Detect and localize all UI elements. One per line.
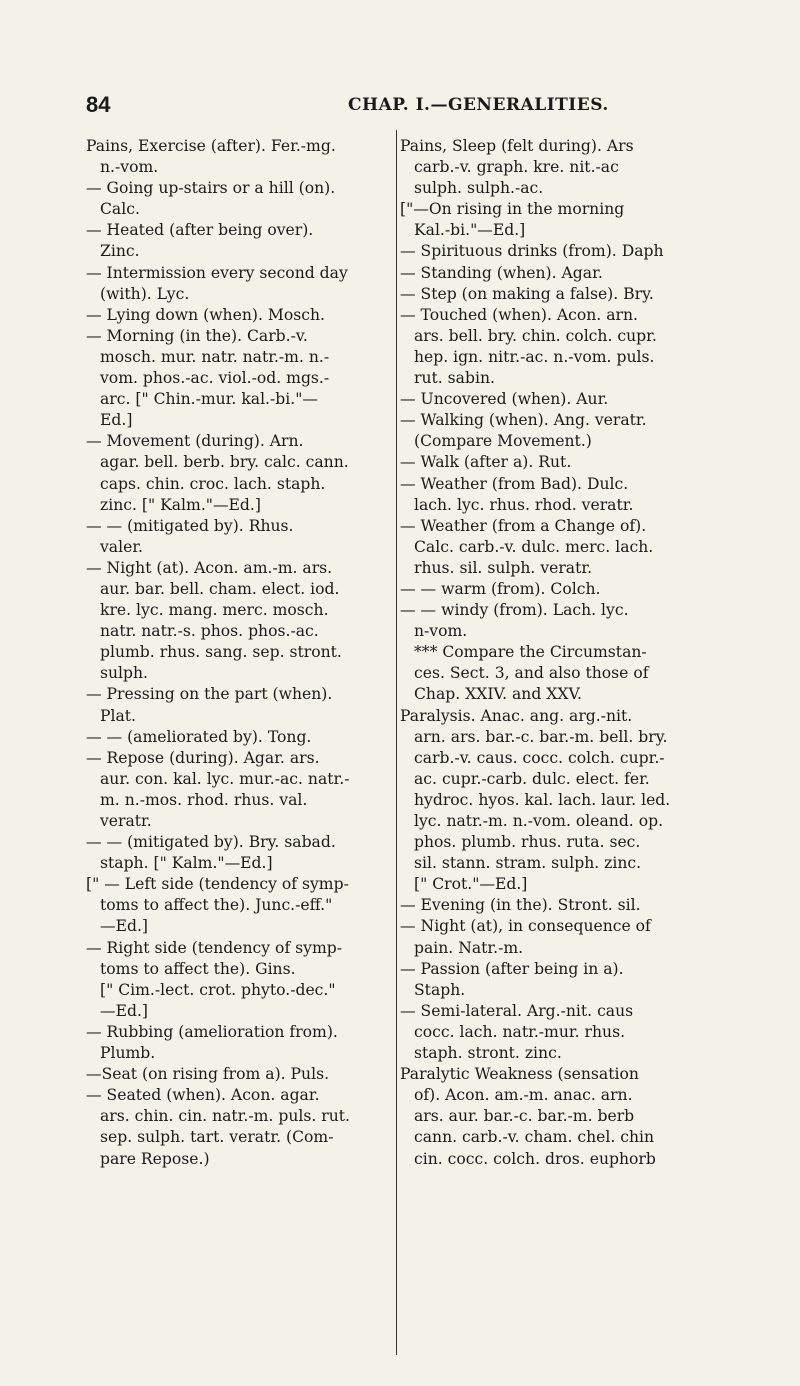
text-line: kre. lyc. mang. merc. mosch. <box>100 601 329 620</box>
text-line: rut. sabin. <box>414 369 495 388</box>
text-line: — Rubbing (amelioration from). <box>86 1022 338 1041</box>
left-column <box>86 136 384 1170</box>
text-line: — Semi-lateral. Arg.-nit. caus <box>400 1001 634 1020</box>
text-line: hydroc. hyos. kal. lach. laur. led. <box>414 790 671 809</box>
text-line: — Going up-stairs or a hill (on). <box>86 179 336 198</box>
text-line: — Walking (when). Ang. veratr. <box>400 411 647 430</box>
right-column <box>400 136 706 1170</box>
text-line: valer. <box>100 537 144 556</box>
text-line: lach. lyc. rhus. rhod. veratr. <box>414 495 634 514</box>
text-line: —Ed.] <box>100 917 148 936</box>
text-line: vom. phos.-ac. viol.-od. mgs.- <box>100 369 330 388</box>
text-line: [" Cim.-lect. crot. phyto.-dec." <box>100 980 336 999</box>
text-line: Paralysis. Anac. ang. arg.-nit. <box>400 706 633 725</box>
text-line: cann. carb.-v. cham. chel. chin <box>414 1128 655 1147</box>
text-line: — — (ameliorated by). Tong. <box>86 727 312 746</box>
text-line: — — windy (from). Lach. lyc. <box>400 601 629 620</box>
text-line: —Seat (on rising from a). Puls. <box>86 1065 330 1084</box>
text-line: Kal.-bi."—Ed.] <box>414 221 526 240</box>
text-line: — Night (at), in consequence of <box>400 917 651 936</box>
text-line: aur. bar. bell. cham. elect. iod. <box>100 579 340 598</box>
text-line: Chap. XXIV. and XXV. <box>414 685 582 704</box>
text-line: arc. [" Chin.-mur. kal.-bi."— <box>100 390 318 409</box>
text-line: pain. Natr.-m. <box>414 938 524 957</box>
text-line: Plumb. <box>100 1044 156 1063</box>
text-line: *** Compare the Circumstan- <box>414 643 647 662</box>
text-line: toms to affect the). Gins. <box>100 959 296 978</box>
text-line: ars. bell. bry. chin. colch. cupr. <box>414 326 657 345</box>
text-line: plumb. rhus. sang. sep. stront. <box>100 643 342 662</box>
text-line: (with). Lyc. <box>100 284 190 303</box>
text-line: — Seated (when). Acon. agar. <box>86 1086 320 1105</box>
text-line: — Pressing on the part (when). <box>86 685 333 704</box>
text-line: Pains, Exercise (after). Fer.-mg. <box>86 137 336 155</box>
text-line: m. n.-mos. rhod. rhus. val. <box>100 790 308 809</box>
text-line: staph. stront. zinc. <box>414 1044 562 1063</box>
text-line: sil. stann. stram. sulph. zinc. <box>414 854 642 873</box>
text-line: Staph. <box>414 980 466 999</box>
text-line: n.-vom. <box>100 158 159 177</box>
text-line: Pains, Sleep (felt during). Ars <box>400 137 634 155</box>
text-line: — Evening (in the). Stront. sil. <box>400 896 641 915</box>
text-line: — Repose (during). Agar. ars. <box>86 748 320 767</box>
text-line: — Standing (when). Agar. <box>400 263 603 282</box>
text-line: veratr. <box>100 812 152 830</box>
running-title: CHAP. I.—GENERALITIES. <box>348 95 609 115</box>
page-header <box>86 92 766 118</box>
text-line: caps. chin. croc. lach. staph. <box>100 474 326 493</box>
text-line: natr. natr.-s. phos. phos.-ac. <box>100 622 319 641</box>
text-line: — Passion (after being in a). <box>400 959 624 978</box>
text-line: Calc. <box>100 200 140 219</box>
text-line: phos. plumb. rhus. ruta. sec. <box>414 833 641 852</box>
text-line: ces. Sect. 3, and also those of <box>414 664 649 683</box>
text-line: — Right side (tendency of symp- <box>86 938 343 957</box>
text-line: — Movement (during). Arn. <box>86 432 304 451</box>
text-line: mosch. mur. natr. natr.-m. n.- <box>100 347 330 366</box>
text-line: cin. cocc. colch. dros. euphorb <box>414 1149 656 1168</box>
text-line: —Ed.] <box>100 1001 148 1020</box>
text-line: Plat. <box>100 706 136 725</box>
text-line: — Uncovered (when). Aur. <box>400 390 609 409</box>
text-line: staph. [" Kalm."—Ed.] <box>100 854 273 873</box>
text-line: ["—On rising in the morning <box>400 200 625 219</box>
text-line: — Heated (after being over). <box>86 221 314 240</box>
text-line: hep. ign. nitr.-ac. n.-vom. puls. <box>414 347 655 366</box>
text-line: — Spirituous drinks (from). Daph <box>400 242 664 261</box>
text-line: carb.-v. graph. kre. nit.-ac <box>414 158 619 177</box>
text-line: — Touched (when). Acon. arn. <box>400 305 638 324</box>
text-line: (Compare Movement.) <box>414 432 592 451</box>
text-line: — Morning (in the). Carb.-v. <box>86 326 308 345</box>
text-line: sep. sulph. tart. veratr. (Com- <box>100 1128 334 1147</box>
text-line: [" — Left side (tendency of symp- <box>86 875 349 894</box>
text-line: — — (mitigated by). Rhus. <box>86 516 294 535</box>
text-line: of). Acon. am.-m. anac. arn. <box>414 1086 633 1105</box>
column-divider <box>396 130 397 1355</box>
text-line: pare Repose.) <box>100 1149 210 1168</box>
text-line: ac. cupr.-carb. dulc. elect. fer. <box>414 769 650 788</box>
text-line: — Lying down (when). Mosch. <box>86 305 325 324</box>
text-line: lyc. natr.-m. n.-vom. oleand. op. <box>414 812 664 830</box>
page-number: 84 <box>86 92 111 117</box>
text-line: sulph. <box>100 664 149 683</box>
text-line: carb.-v. caus. cocc. colch. cupr.- <box>414 748 665 767</box>
text-line: — Intermission every second day <box>86 263 348 282</box>
text-line: aur. con. kal. lyc. mur.-ac. natr.- <box>100 769 350 788</box>
text-line: zinc. [" Kalm."—Ed.] <box>100 495 261 514</box>
text-line: Calc. carb.-v. dulc. merc. lach. <box>414 537 654 556</box>
text-line: arn. ars. bar.-c. bar.-m. bell. bry. <box>414 727 668 746</box>
text-line: Zinc. <box>100 242 140 261</box>
text-line: — Night (at). Acon. am.-m. ars. <box>86 558 333 577</box>
text-line: — Weather (from a Change of). <box>400 516 647 535</box>
text-line: Ed.] <box>100 411 133 430</box>
text-line: rhus. sil. sulph. veratr. <box>414 558 593 577</box>
text-line: n-vom. <box>414 622 468 641</box>
text-line: — Step (on making a false). Bry. <box>400 284 654 303</box>
text-line: ars. chin. cin. natr.-m. puls. rut. <box>100 1107 350 1126</box>
text-line: [" Crot."—Ed.] <box>414 875 528 894</box>
text-line: — — warm (from). Colch. <box>400 579 601 598</box>
text-line: ars. aur. bar.-c. bar.-m. berb <box>414 1107 635 1126</box>
text-line: — Walk (after a). Rut. <box>400 453 572 472</box>
text-line: — — (mitigated by). Bry. sabad. <box>86 833 336 852</box>
text-line: cocc. lach. natr.-mur. rhus. <box>414 1022 626 1041</box>
text-line: — Weather (from Bad). Dulc. <box>400 474 629 493</box>
text-line: toms to affect the). Junc.-eff." <box>100 896 333 915</box>
text-line: agar. bell. berb. bry. calc. cann. <box>100 453 349 472</box>
text-line: sulph. sulph.-ac. <box>414 179 544 198</box>
text-line: Paralytic Weakness (sensation <box>400 1065 639 1084</box>
